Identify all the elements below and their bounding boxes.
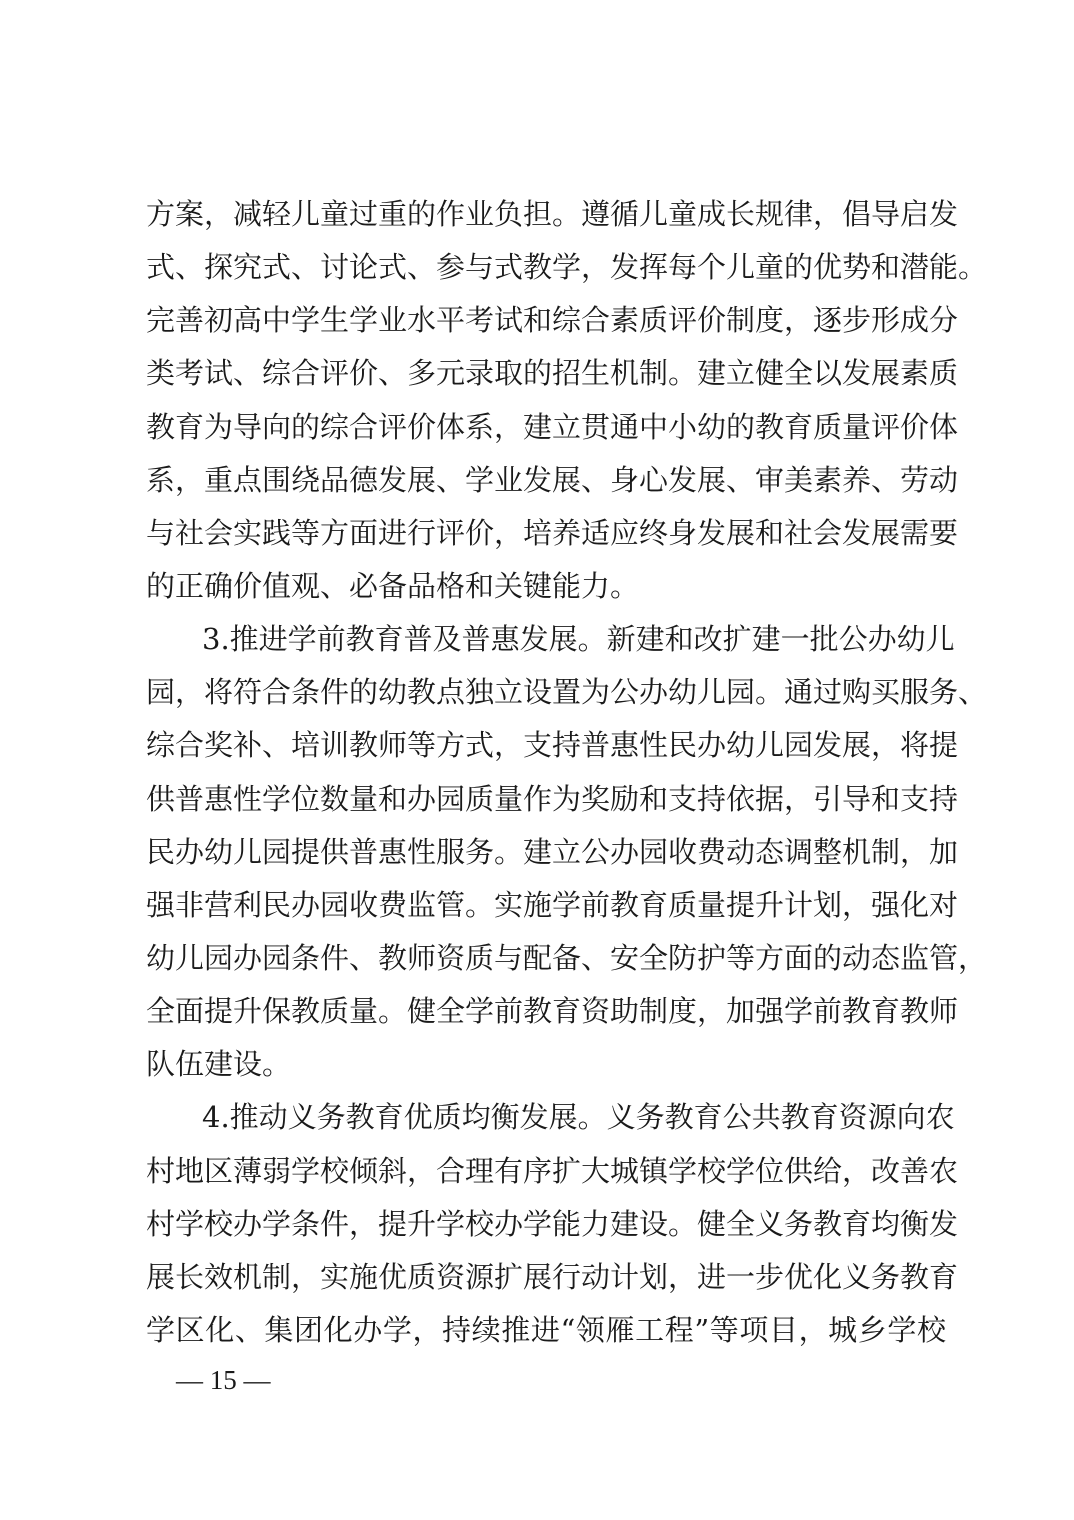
paragraph-heading-line: 3.推进学前教育普及普惠发展。新建和改扩建一批公办幼儿: [202, 622, 955, 656]
paragraph-heading-line: 4.推动义务教育优质均衡发展。义务教育公共教育资源向农: [202, 1100, 955, 1134]
body-text-line: 村地区薄弱学校倾斜，合理有序扩大城镇学校学位供给，改善农: [146, 1154, 959, 1188]
body-text-line: 式、探究式、讨论式、参与式教学，发挥每个儿童的优势和潜能。: [146, 250, 988, 284]
body-text-line: 园，将符合条件的幼教点独立设置为公办幼儿园。通过购买服务、: [146, 675, 988, 709]
body-text-line: 完善初高中学生学业水平考试和综合素质评价制度，逐步形成分: [146, 303, 959, 337]
page-number: — 15 —: [176, 1365, 271, 1395]
body-text-line: 系，重点围绕品德发展、学业发展、身心发展、审美素养、劳动: [146, 463, 959, 497]
body-text-line: 村学校办学条件，提升学校办学能力建设。健全义务教育均衡发: [146, 1207, 959, 1241]
body-text-line: 幼儿园办园条件、教师资质与配备、安全防护等方面的动态监管，: [146, 941, 988, 975]
body-text-line: 全面提升保教质量。健全学前教育资助制度，加强学前教育教师: [146, 994, 959, 1028]
body-text-line: 强非营利民办园收费监管。实施学前教育质量提升计划，强化对: [146, 888, 959, 922]
body-text-line: 与社会实践等方面进行评价，培养适应终身发展和社会发展需要: [146, 516, 959, 550]
body-text-line: 教育为导向的综合评价体系，建立贯通中小幼的教育质量评价体: [146, 410, 959, 444]
body-text-line: 供普惠性学位数量和办园质量作为奖励和支持依据，引导和支持: [146, 782, 959, 816]
body-text-line: 民办幼儿园提供普惠性服务。建立公办园收费动态调整机制，加: [146, 835, 959, 869]
body-text-line: 综合奖补、培训教师等方式，支持普惠性民办幼儿园发展，将提: [146, 728, 959, 762]
body-text-line: 学区化、集团化办学，持续推进“领雁工程”等项目，城乡学校: [146, 1313, 946, 1347]
body-text-line: 展长效机制，实施优质资源扩展行动计划，进一步优化义务教育: [146, 1260, 959, 1294]
body-text-line: 队伍建设。: [146, 1047, 292, 1081]
body-text-line: 类考试、综合评价、多元录取的招生机制。建立健全以发展素质: [146, 356, 959, 390]
body-text-line: 方案，减轻儿童过重的作业负担。遵循儿童成长规律，倡导启发: [146, 197, 959, 231]
body-text-line: 的正确价值观、必备品格和关键能力。: [146, 569, 640, 603]
